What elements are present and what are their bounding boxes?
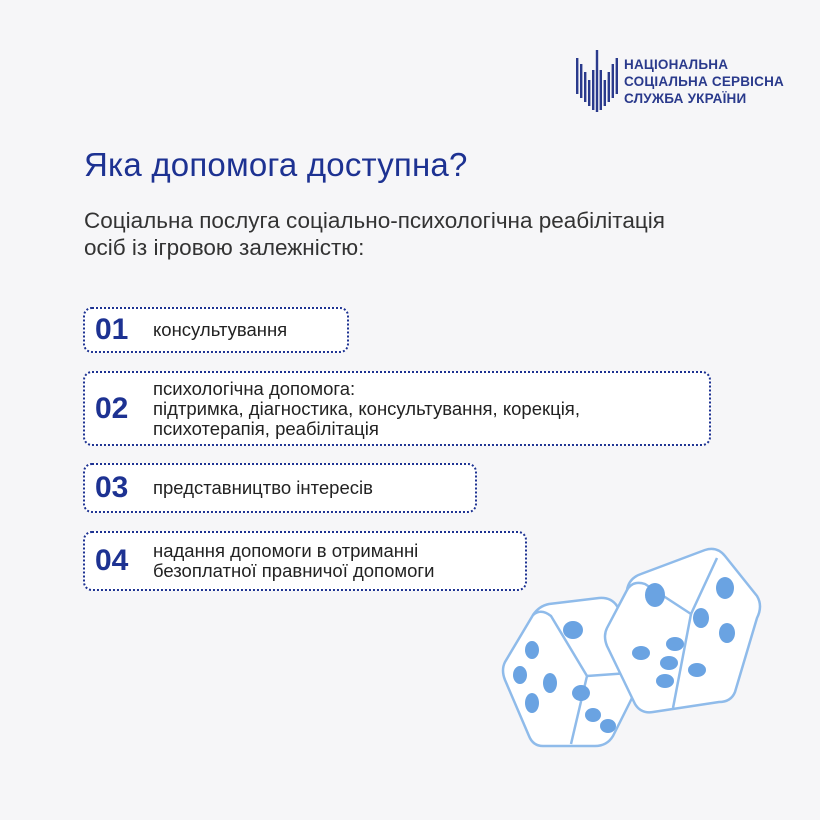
- logo-line-3: СЛУЖБА УКРАЇНИ: [624, 90, 747, 106]
- service-emblem-icon: [576, 50, 618, 112]
- item-number: 03: [95, 471, 129, 504]
- item-line: надання допомоги в отриманні: [153, 540, 419, 561]
- item-line: представництво інтересів: [153, 477, 373, 498]
- dice-icon: [495, 540, 770, 755]
- item-label: [153, 320, 287, 340]
- item-line: консультування: [153, 319, 288, 340]
- item-number: 02: [95, 391, 129, 425]
- item-line: підтримка, діагностика, консультування, корекція,: [153, 397, 580, 419]
- logo: [576, 50, 784, 112]
- item-number: 04: [95, 544, 129, 577]
- service-item-2: [83, 371, 711, 446]
- page-title: Яка допомога доступна?: [84, 146, 468, 183]
- logo-line-1: НАЦІОНАЛЬНА: [624, 56, 729, 72]
- item-label: [153, 379, 580, 439]
- logo-line-2: СОЦІАЛЬНА СЕРВІСНА: [624, 73, 784, 89]
- item-line: безоплатної правничої допомоги: [153, 560, 435, 581]
- item-label: [153, 541, 434, 581]
- item-line: психотерапія, реабілітація: [153, 417, 379, 439]
- logo-text: [624, 56, 784, 107]
- item-line: психологічна допомога:: [153, 377, 356, 399]
- dice-right: [605, 549, 760, 712]
- service-item-3: [83, 463, 477, 513]
- page-subtitle: Соціальна послуга соціально-психологічна реабілітація осіб із ігровою залежністю:: [84, 208, 665, 260]
- service-item-4: [83, 531, 527, 591]
- item-label: [153, 478, 373, 498]
- service-item-1: [83, 307, 349, 353]
- item-number: 01: [95, 313, 129, 346]
